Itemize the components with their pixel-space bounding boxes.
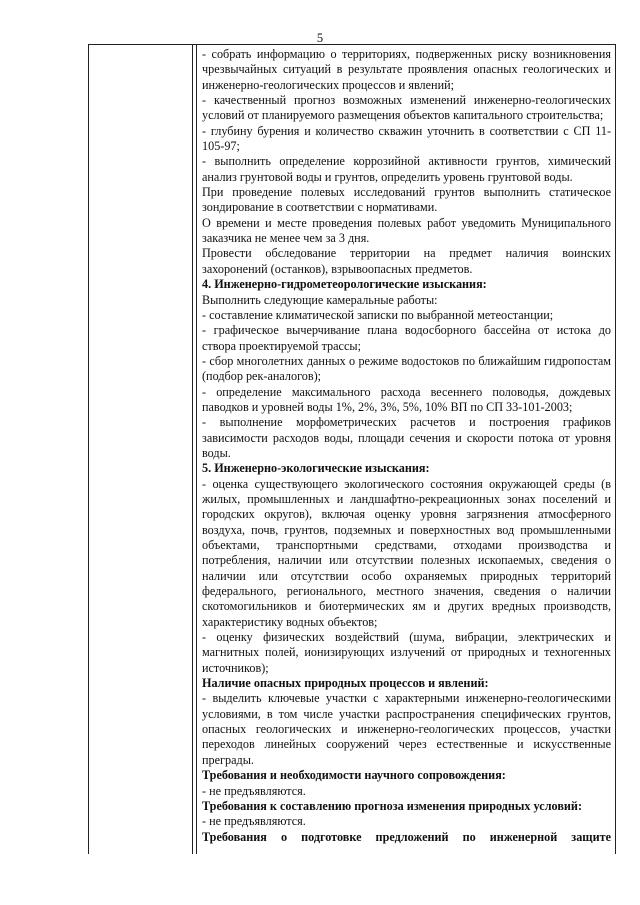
- section-heading-engineering-protection: Требования о подготовке предложений по инженерной защите: [202, 829, 611, 844]
- paragraph-not-required-2: - не предъявляются.: [202, 814, 306, 829]
- paragraph-morphometric: - выполнение морфометрических расчетов и построения графиков зависимости расходов воды, площади сечения и скорости потока от уровня воды.: [202, 415, 611, 460]
- paragraph-static-sounding: При проведение полевых исследований грунтов выполнить статическое зондирование в соответствии с нормативами.: [202, 185, 611, 215]
- page-number: 5: [316, 31, 324, 45]
- section-heading-hydromet: 4. Инженерно-гидрометеорологические изыскания:: [202, 277, 487, 292]
- paragraph-notify-customer: О времени и месте проведения полевых работ уведомить Муниципального заказчика не менее чем за 3 дня.: [202, 215, 611, 246]
- section-heading-forecast: Требования к составлению прогноза изменения природных условий:: [202, 798, 583, 813]
- paragraph-basin-plan: - графическое вычерчивание плана водосборного бассейна от истока до створа проектируемой трассы;: [202, 323, 611, 353]
- paragraph-corrosion: - выполнить определение коррозийной активности грунтов, химический анализ грунтовой воды и грунтов, определить уровень грунтовой воды.: [202, 154, 611, 184]
- paragraph-physical-impacts: - оценку физических воздействий (шума, вибрации, электрических и магнитных полей, ионизирующих излучений от природных и техногенных источников);: [202, 630, 611, 675]
- table-left-column: [89, 45, 197, 854]
- paragraph-burials-survey: Провести обследование территории на предмет наличия воинских захоронений (останков), взрывоопасных предметов.: [202, 246, 611, 276]
- paragraph-max-discharge: - определение максимального расхода весеннего половодья, дождевых паводков и уровней воды 1%, 2%, 3%, 5%, 10% ВП по СП 33-101-2003;: [202, 384, 611, 414]
- paragraph-collect-info: - собрать информацию о территориях, подверженных риску возникновения чрезвычайных ситуаций в результате проявления опасных геологических и инженерно-геологических процессов и явлений;: [202, 47, 611, 92]
- paragraph-longterm-data: - сбор многолетних данных о режиме водостоков по ближайшим гидропостам (подбор рек-аналогов);: [202, 353, 611, 384]
- section-heading-science-support: Требования и необходимости научного сопровождения:: [202, 768, 506, 783]
- section-heading-ecology: 5. Инженерно-экологические изыскания:: [202, 461, 430, 476]
- paragraph-climate-note: - составление климатической записки по выбранной метеостанции;: [202, 307, 554, 322]
- paragraph-ecology-assessment: - оценка существующего экологического состояния окружающей среды (в жилых, промышленных и ландшафтно-рекреационных зонах поселений и городских округов), включая оценку уровня загрязнения атмосферного воздуха, почв, грунтов, подземных и поверхностных вод промышленными объектами, транспортными средствами, отходами производства и потребления, наличии или отсутствии полезных ископаемых, сведения о наличии или отсутствии особо охраняемых природных территорий федерального, регионального, местного значения, сведения о наличии скотомогильников и биотермических ям и других вредных производств, характеристику водных объектов;: [202, 476, 611, 629]
- paragraph-not-required-1: - не предъявляются.: [202, 783, 306, 798]
- paragraph-key-areas: - выделить ключевые участки с характерными инженерно-геологическими условиями, в том числе участки распространения специфических грунтов, опасных геологических и инженерно-геологических процессов, участки переходов линейных сооружений через естественные и искусственные преграды.: [202, 691, 611, 767]
- table-right-column: [202, 47, 611, 845]
- paragraph-quality-forecast: - качественный прогноз возможных изменений инженерно-геологических условий от планируемого размещения объектов капитального строительства;: [202, 93, 611, 123]
- requirements-table: [88, 44, 616, 854]
- paragraph-drilling-depth: - глубину бурения и количество скважин уточнить в соответствии с СП 11-105-97;: [202, 123, 611, 154]
- section-heading-hazards: Наличие опасных природных процессов и явлений:: [202, 676, 489, 691]
- column-divider: [192, 45, 193, 854]
- paragraph-desk-works: Выполнить следующие камеральные работы:: [202, 292, 438, 307]
